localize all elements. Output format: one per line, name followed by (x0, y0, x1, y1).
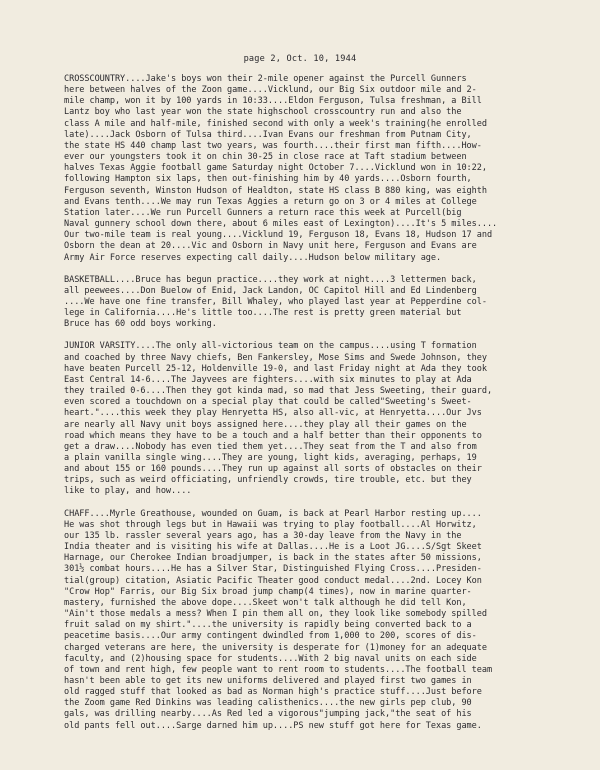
text-line: a plain vanilla single wing....They are young, light kids, averaging, perhaps, 19 (64, 453, 477, 463)
text-line: have beaten Purcell 25-12, Holdenville 19-0, and last Friday night at Ada they took (64, 363, 487, 374)
text-line: halves Texas Aggie football game Saturday night October 7....Vicklund won in 10:22, (64, 163, 487, 174)
text-line: even scored a touchdown on a special play that could be called"Sweeting's Sweet- (64, 397, 472, 408)
text-line: heart."....this week they play Henryetta HS, also all-vic, at Henryetta....Our Jvs (64, 408, 482, 419)
text-line: India theater and is visiting his wife at Dallas....He is a Loot JG....S/Sgt Skeet (64, 542, 482, 553)
text-line: following Hampton six laps, then out-finishing him by 40 yards....Osborn fourth, (64, 174, 472, 185)
text-line: Lantz boy who last year won the state highschool crosscountry run and also the (64, 107, 462, 118)
page-date-line: page 2, Oct. 10, 1944 (243, 54, 357, 64)
text-line: the Zoom game Red Dinkins was leading calisthenics....the new girls pep club, 90 (64, 698, 472, 709)
text-line: hasn't been able to get its new uniforms delivered and played first two games in (64, 675, 472, 686)
text-line: fruit salad on my shirt."....the university is rapidly being converted back to a (64, 620, 472, 631)
text-line: CHAFF....Myrle Greathouse, wounded on Guam, is back at Pearl Harbor resting up.... (64, 508, 482, 519)
text-line: gals, was drilling nearby....As Red led a vigorous"jumping jack,"the seat of his (64, 709, 472, 720)
text-line: He was shot through legs but in Hawaii was trying to play football....Al Horwitz, (64, 519, 477, 530)
text-line: our 135 lb. rassler several years ago, has a 30-day leave from the Navy in the (64, 530, 462, 541)
text-line: peacetime basis....Our army contingent dwindled from 1,000 to 200, scores of dis- (64, 631, 477, 642)
text-line: Ferguson seventh, Winston Hudson of Healdton, state HS class B 880 king, was eighth (64, 185, 487, 196)
text-line: JUNIOR VARSITY....The only all-victorious team on the campus....using T formation (64, 341, 477, 352)
text-line: and Evans tenth....We may run Texas Aggies a return go on 3 or 4 miles at College (64, 196, 477, 207)
text-line: and coached by three Navy chiefs, Ben Fankersley, Mose Sims and Swede Johnson, they (64, 352, 487, 363)
text-line: ever our youngsters took it on chin 30-25 in close race at Taft stadium between (64, 152, 467, 163)
text-line: they trailed 0-6....Then they got kinda mad, so mad that Jess Sweeting, their guard, (64, 386, 493, 397)
text-line: faculty, and (2)housing space for students....With 2 big naval units on each side (64, 653, 477, 664)
text-line: charged veterans are here, the university is desperate for (1)money for an adequate (64, 642, 487, 653)
page-header (0, 54, 600, 65)
text-line: Osborn the dean at 20....Vic and Osborn in Navy unit here, Ferguson and Evans are (64, 241, 477, 252)
text-line: of town and rent high, few people want to rent room to students....The football team (64, 664, 493, 675)
text-line: are nearly all Navy unit boys assigned here....they play all their games on the (64, 419, 467, 430)
section-crosscountry (64, 74, 554, 264)
text-line: BASKETBALL....Bruce has begun practice....they work at night....3 lettermen back, (64, 274, 477, 285)
text-line: Station later....We run Purcell Gunners a return race this week at Purcell(big (64, 207, 462, 218)
section-junior-varsity (64, 341, 554, 497)
text-line: Naval gunnery school down there, about 6 miles east of Lexington)....It's 5 miles.... (64, 219, 498, 230)
text-line: class A mile and half-mile, finished second with only a week's training(he enrolled (64, 118, 487, 129)
text-line: trips, such as weird officiating, unfriendly crowds, tire trouble, etc. but they (64, 475, 472, 486)
text-line: like to play, and how.... (64, 486, 192, 497)
text-line: 301½ combat hours....He has a Silver Star, Distinguished Flying Cross....Presiden- (64, 564, 482, 575)
text-line: CROSSCOUNTRY....Jake's boys won their 2-mile opener against the Purcell Gunners (64, 74, 467, 84)
text-line: the state HS 440 champ last two years, was fourth....their first man fifth....How- (64, 140, 482, 151)
text-line: old ragged stuff that looked as bad as Norman high's practice stuff....Just before (64, 687, 482, 698)
text-line: get a draw....Nobody has even tied them yet....They seat from the T and also from (64, 441, 477, 452)
section-chaff (64, 509, 554, 732)
text-line: "Ain't those medals a mess? When I pin them all on, they look like somebody spilled (64, 609, 487, 620)
text-line: Our two-mile team is real young....Vicklund 19, Ferguson 18, Evans 18, Hudson 17 and (64, 230, 493, 241)
text-line: Army Air Force reserves expecting call daily....Hudson below military age. (64, 252, 442, 263)
text-line: East Central 14-6....The Jayvees are fighters....with six minutes to play at Ada (64, 374, 472, 385)
text-line: Harnage, our Cherokee Indian broadjumper, is back in the states after 50 missions, (64, 553, 482, 564)
page-body (64, 74, 554, 743)
text-line: ....We have one fine transfer, Bill Whaley, who played last year at Pepperdine col- (64, 296, 487, 307)
text-line: tial(group) citation, Asiatic Pacific Theater good conduct medal....2nd. Locey Kon (64, 575, 482, 586)
text-line: all peewees....Don Buelow of Enid, Jack Landon, OC Capitol Hill and Ed Lindenberg (64, 285, 477, 296)
text-line: late)....Jack Osborn of Tulsa third....Ivan Evans our freshman from Putnam City, (64, 129, 472, 140)
text-line: "Crow Hop" Farris, our Big Six broad jump champ(4 times), now in marine quarter- (64, 586, 472, 597)
text-line: mastery, furnished the above dope....Skeet won't talk although he did tell Kon, (64, 597, 467, 608)
text-line: and about 155 or 160 pounds....They run up against all sorts of obstacles on their (64, 464, 482, 475)
text-line: lege in California....He's little too....The rest is pretty green material but (64, 308, 462, 319)
text-line: road which means they have to be a touch and a half better than their opponents to (64, 430, 482, 441)
text-line: old pants fell out....Sarge darned him up....PS new stuff got here for Texas game. (64, 720, 482, 731)
text-line: here between halves of the Zoon game....Vicklund, our Big Six outdoor mile and 2- (64, 85, 477, 96)
section-basketball (64, 275, 554, 331)
text-line: Bruce has 60 odd boys working. (64, 319, 217, 330)
text-line: mile champ, won it by 100 yards in 10:33....Eldon Ferguson, Tulsa freshman, a Bill (64, 96, 482, 107)
